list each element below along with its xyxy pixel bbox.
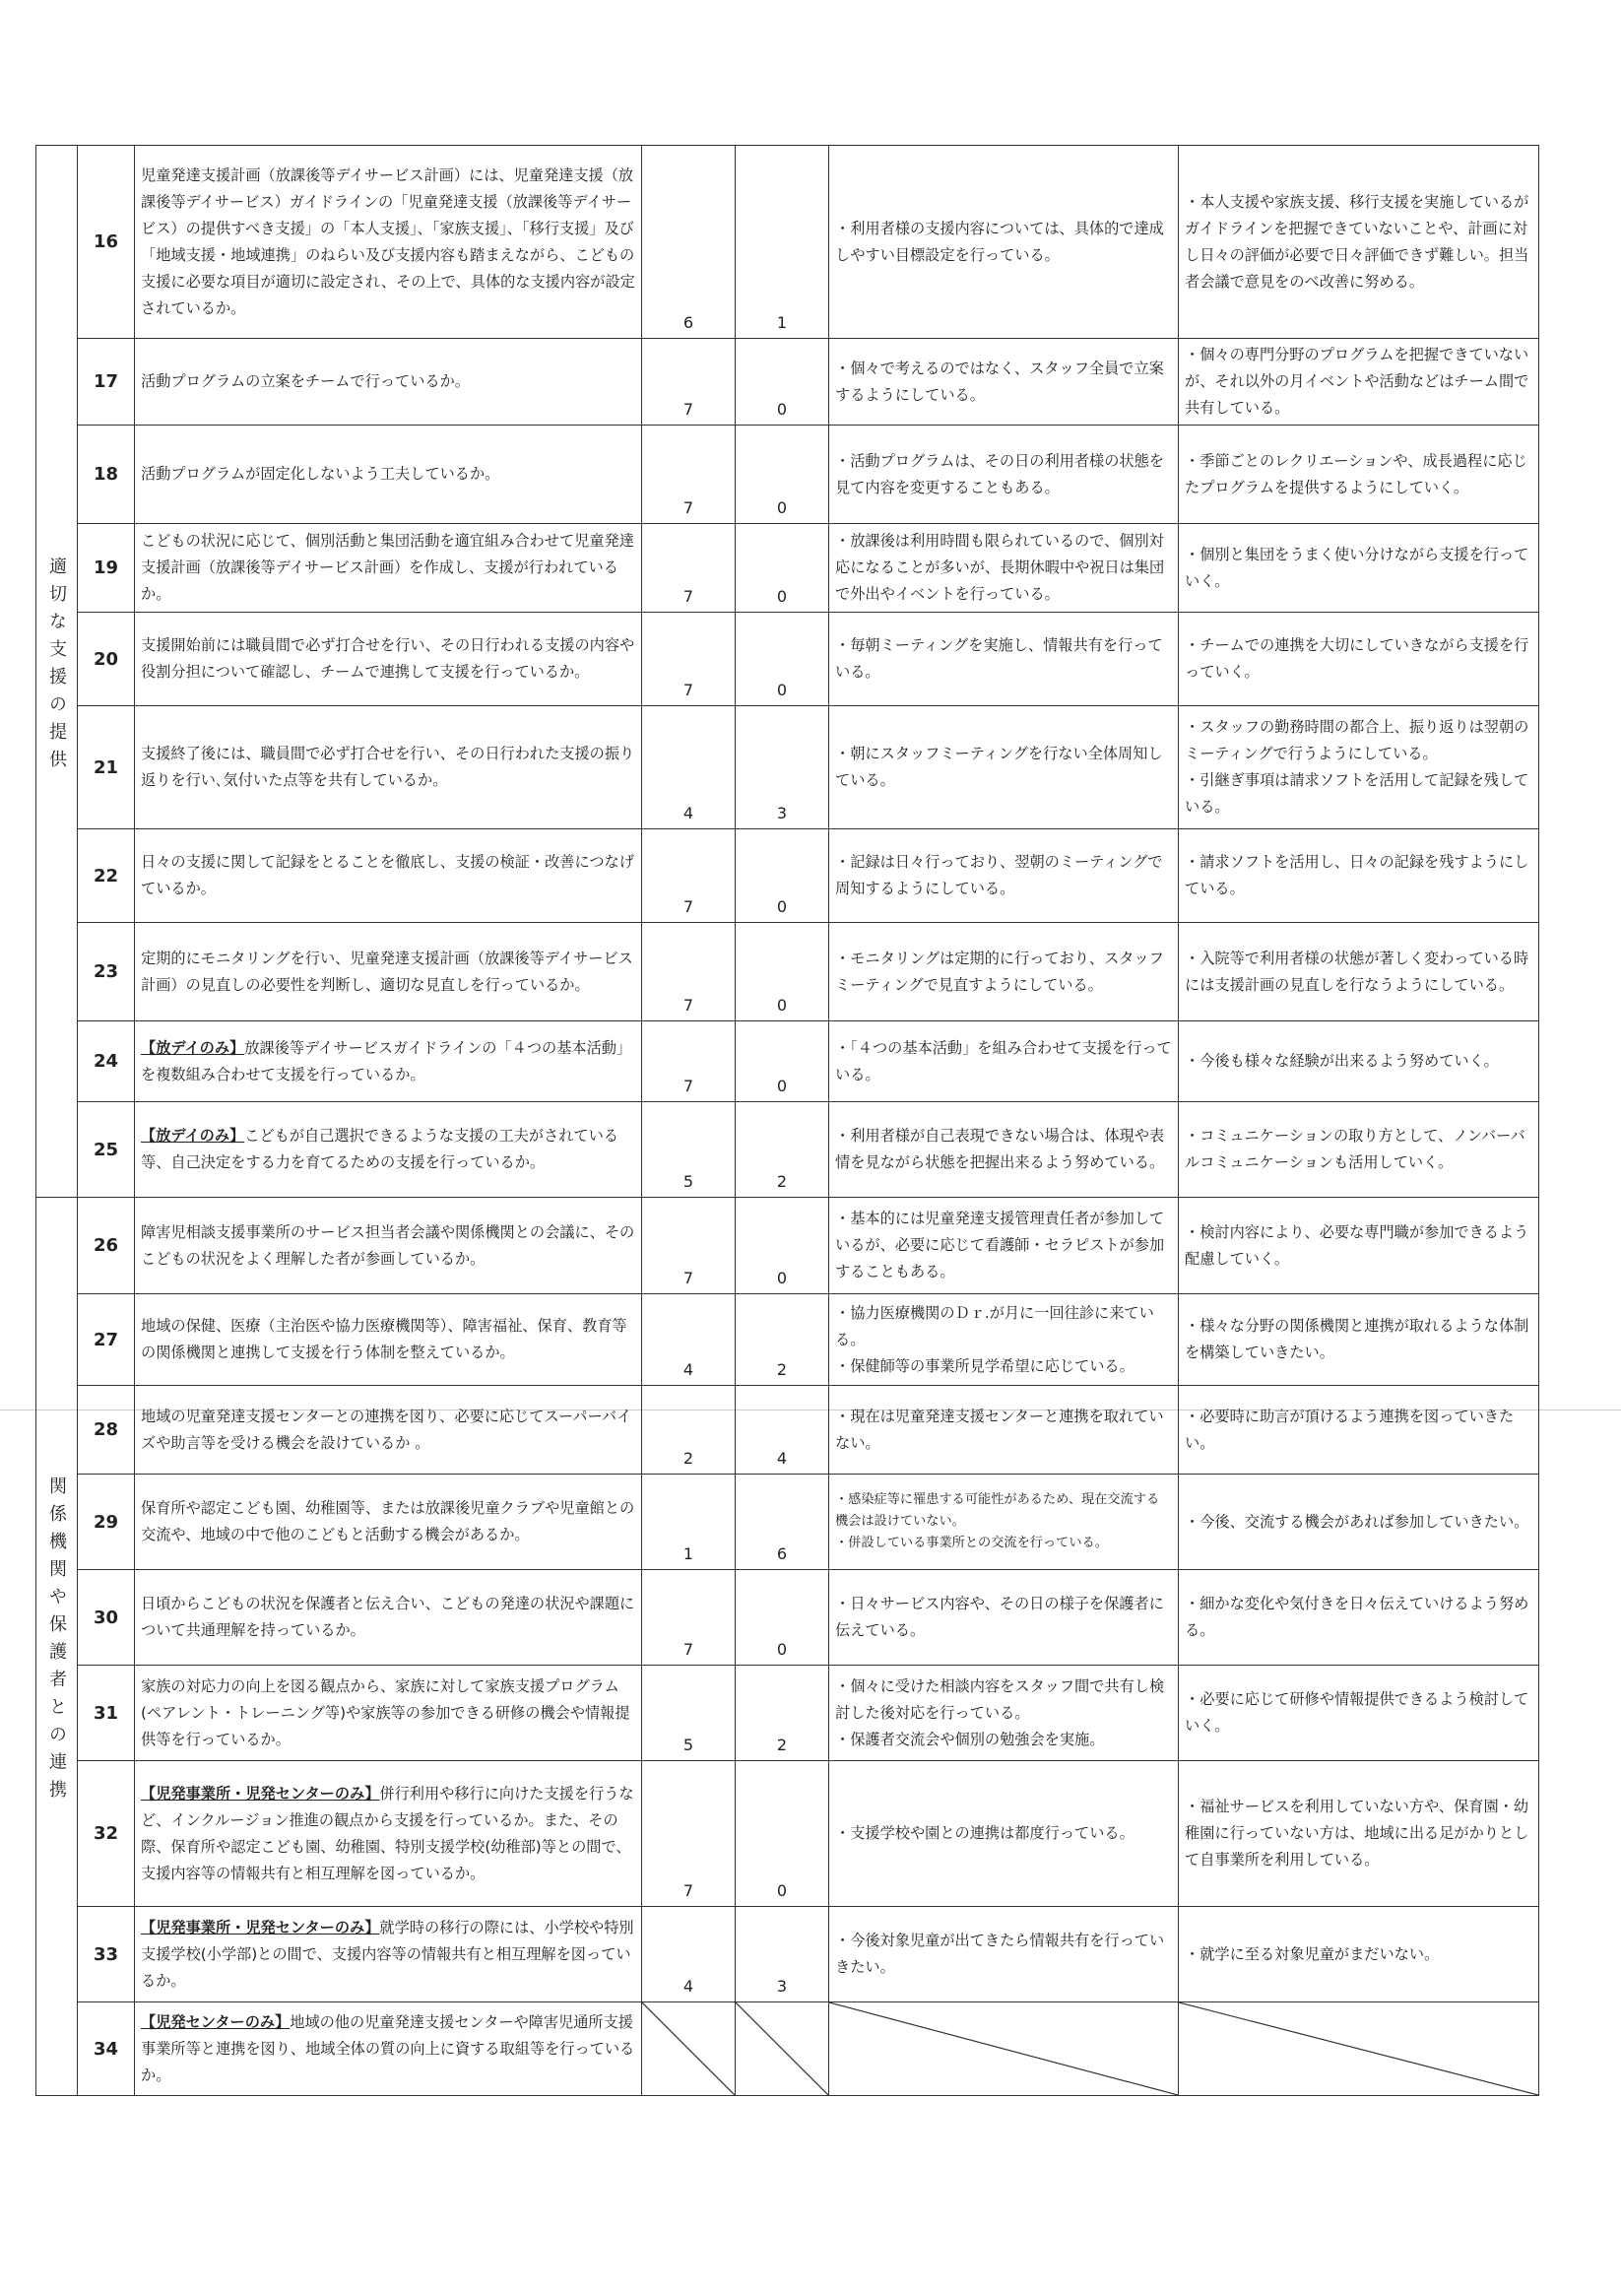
question-text: 活動プログラムが固定化しないよう工夫しているか。 [141,465,500,483]
table-row [36,1102,1539,1198]
no-count: 0 [736,1021,829,1102]
item-number: 27 [78,1294,135,1386]
effort-comment: ・利用者様の支援内容については、具体的で達成しやすい目標設定を行っている。 [829,146,1179,339]
improvement-comment: ・個別と集団をうまく使い分けながら支援を行っていく。 [1179,524,1539,613]
no-count [736,2002,829,2096]
improvement-comment: ・本人支援や家族支援、移行支援を実施しているがガイドラインを把握できていないことや、計画に対し日々の評価が必要で日々評価できず難しい。担当者会議で意見をのべ改善に努める。 [1179,146,1539,339]
table-row [36,923,1539,1021]
evaluation-sheet [35,145,1538,2096]
yes-count: 7 [642,339,736,426]
yes-count: 7 [642,923,736,1021]
table-row [36,426,1539,524]
effort-comment: ・個々で考えるのではなく、スタッフ全員で立案するようにしている。 [829,339,1179,426]
effort-comment: ・利用者様が自己表現できない場合は、体現や表情を見ながら状態を把握出来るよう努めている。 [829,1102,1179,1198]
improvement-comment: ・コミュニケーションの取り方として、ノンバーバルコミュニケーションも活用していく。 [1179,1102,1539,1198]
no-count: 2 [736,1294,829,1386]
effort-comment: ・モニタリングは定期的に行っており、スタッフミーティングで見直すようにしている。 [829,923,1179,1021]
yes-count: 6 [642,146,736,339]
category-appropriate-support [36,146,78,1198]
scope-tag: 【放デイのみ】 [141,1127,245,1145]
improvement-comment: ・スタッフの勤務時間の都合上、振り返りは翌朝のミーティングで行うようにしている。 ・引継ぎ事項は請求ソフトを活用して記録を残している。 [1179,706,1539,829]
question-cell [135,1198,642,1294]
question-cell [135,339,642,426]
yes-count: 7 [642,426,736,524]
question-text: 放課後等デイサービスガイドラインの「４つの基本活動」を複数組み合わせて支援を行っているか。 [141,1038,632,1083]
table-row [36,613,1539,706]
no-count: 2 [736,1102,829,1198]
no-count: 6 [736,1475,829,1570]
question-cell [135,706,642,829]
question-cell [135,1907,642,2002]
improvement-comment: ・就学に至る対象児童がまだいない。 [1179,1907,1539,2002]
effort-comment: ・支援学校や園との連携は都度行っている。 [829,1761,1179,1907]
table-row [36,1021,1539,1102]
no-count: 0 [736,1570,829,1666]
scope-tag: 【児発センターのみ】 [141,2012,291,2031]
improvement-comment: ・今後、交流する機会があれば参加していきたい。 [1179,1475,1539,1570]
item-number: 23 [78,923,135,1021]
effort-comment: ・日々サービス内容や、その日の様子を保護者に伝えている。 [829,1570,1179,1666]
no-count: 3 [736,706,829,829]
question-text: 定期的にモニタリングを行い、児童発達支援計画（放課後等デイサービス計画）の見直しの必要性を判断し、適切な見直しを行っているか。 [141,949,633,994]
yes-count [642,2002,736,2096]
improvement-comment: ・今後も様々な経験が出来るよう努めていく。 [1179,1021,1539,1102]
yes-count: 7 [642,1198,736,1294]
question-cell [135,1666,642,1761]
question-cell [135,524,642,613]
item-number: 17 [78,339,135,426]
improvement-comment [1179,2002,1539,2096]
table-row [36,1570,1539,1666]
question-cell [135,426,642,524]
effort-comment: ・個々に受けた相談内容をスタッフ間で共有し検討した後対応を行っている。 ・保護者交流会や個別の勉強会を実施。 [829,1666,1179,1761]
item-number: 30 [78,1570,135,1666]
question-cell [135,1021,642,1102]
item-number: 19 [78,524,135,613]
yes-count: 7 [642,1761,736,1907]
question-text: 地域の保健、医療（主治医や協力医療機関等）、障害福祉、保育、教育等の関係機関と連携して支援を行う体制を整えているか。 [141,1317,627,1361]
effort-comment: ・現在は児童発達支援センターと連携を取れていない。 [829,1386,1179,1475]
no-count: 0 [736,1761,829,1907]
improvement-comment: ・細かな変化や気付きを日々伝えていけるよう努める。 [1179,1570,1539,1666]
improvement-comment: ・個々の専門分野のプログラムを把握できていないが、それ以外の月イベントや活動などはチーム間で共有している。 [1179,339,1539,426]
item-number: 28 [78,1386,135,1475]
category-cooperation [36,1198,78,2096]
table-row [36,1294,1539,1386]
effort-comment: ・活動プログラムは、その日の利用者様の状態を見て内容を変更することもある。 [829,426,1179,524]
effort-comment: ・感染症等に罹患する可能性があるため、現在交流する機会は設けていない。 ・併設している事業所との交流を行っている。 [829,1475,1179,1570]
question-cell [135,923,642,1021]
question-cell [135,1386,642,1475]
question-cell [135,2002,642,2096]
question-text: 日々の支援に関して記録をとることを徹底し、支援の検証・改善につなげているか。 [141,853,634,897]
question-cell [135,1761,642,1907]
improvement-comment: ・必要に応じて研修や情報提供できるよう検討していく。 [1179,1666,1539,1761]
no-count: 1 [736,146,829,339]
item-number: 33 [78,1907,135,2002]
effort-comment: ・「４つの基本活動」を組み合わせて支援を行っている。 [829,1021,1179,1102]
effort-comment: ・記録は日々行っており、翌朝のミーティングで周知するようにしている。 [829,829,1179,923]
question-text: こどもが自己選択できるような支援の工夫がされている等、自己決定をする力を育てるための支援を行っているか。 [141,1127,618,1171]
table-row [36,829,1539,923]
question-cell [135,1570,642,1666]
question-text: こどもの状況に応じて、個別活動と集団活動を適宜組み合わせて児童発達支援計画（放課後等デイサービス計画）を作成し、支援が行われているか。 [141,532,634,603]
no-count: 2 [736,1666,829,1761]
yes-count: 5 [642,1102,736,1198]
question-text: 併行利用や移行に向けた支援を行うなど、インクルージョン推進の観点から支援を行っているか。また、その際、保育所や認定こども園、幼稚園、特別支援学校(幼稚部)等との間で、支援内容等の情報共有と相互理解を図っているか。 [141,1784,634,1882]
table-row [36,1475,1539,1570]
yes-count: 7 [642,829,736,923]
category-label: 関係機関や保護者との連携 [46,1476,67,1807]
no-count: 3 [736,1907,829,2002]
no-count: 0 [736,426,829,524]
table-row [36,1386,1539,1475]
item-number: 32 [78,1761,135,1907]
yes-count: 4 [642,1294,736,1386]
table-row [36,1907,1539,2002]
effort-comment [829,2002,1179,2096]
improvement-comment: ・チームでの連携を大切にしていきながら支援を行っていく。 [1179,613,1539,706]
question-text: 保育所や認定こども園、幼稚園等、または放課後児童クラブや児童館との交流や、地域の中で他のこどもと活動する機会があるか。 [141,1499,635,1543]
question-text: 就学時の移行の際には、小学校や特別支援学校(小学部)との間で、支援内容等の情報共有と相互理解を図っているか。 [141,1918,634,1990]
yes-count: 7 [642,524,736,613]
question-cell [135,829,642,923]
question-text: 活動プログラムの立案をチームで行っているか。 [141,372,470,390]
evaluation-table [35,145,1539,2096]
question-text: 家族の対応力の向上を図る観点から、家族に対して家族支援プログラム(ペアレント・トレーニング等)や家族等の参加できる研修の機会や情報提供等を行っているか。 [141,1676,630,1748]
table-row [36,339,1539,426]
question-text: 地域の他の児童発達支援センターや障害児通所支援事業所等と連携を図り、地域全体の質の向上に資する取組等を行っているか。 [141,2012,635,2084]
scope-tag: 【児発事業所・児発センターのみ】 [141,1918,380,1936]
table-row [36,1761,1539,1907]
question-cell [135,1102,642,1198]
question-cell [135,1475,642,1570]
no-count: 0 [736,923,829,1021]
effort-comment: ・協力医療機関のＤｒ.が月に一回往診に来ている。 ・保健師等の事業所見学希望に応じている。 [829,1294,1179,1386]
table-row [36,706,1539,829]
effort-comment: ・基本的には児童発達支援管理責任者が参加しているが、必要に応じて看護師・セラピストが参加することもある。 [829,1198,1179,1294]
improvement-comment: ・季節ごとのレクリエーションや、成長過程に応じたプログラムを提供するようにしていく。 [1179,426,1539,524]
scope-tag: 【児発事業所・児発センターのみ】 [141,1784,380,1803]
no-count: 0 [736,339,829,426]
table-row [36,146,1539,339]
item-number: 26 [78,1198,135,1294]
table-row [36,1666,1539,1761]
item-number: 22 [78,829,135,923]
improvement-comment: ・入院等で利用者様の状態が著しく変わっている時には支援計画の見直しを行なうようにしている。 [1179,923,1539,1021]
no-count: 0 [736,1198,829,1294]
question-cell [135,146,642,339]
item-number: 29 [78,1475,135,1570]
question-cell [135,613,642,706]
effort-comment: ・毎朝ミーティングを実施し、情報共有を行っている。 [829,613,1179,706]
yes-count: 5 [642,1666,736,1761]
item-number: 21 [78,706,135,829]
yes-count: 7 [642,1021,736,1102]
table-row [36,2002,1539,2096]
improvement-comment: ・福祉サービスを利用していない方や、保育園・幼稚園に行っていない方は、地域に出る足がかりとして自事業所を利用している。 [1179,1761,1539,1907]
yes-count: 2 [642,1386,736,1475]
effort-comment: ・今後対象児童が出てきたら情報共有を行っていきたい。 [829,1907,1179,2002]
improvement-comment: ・検討内容により、必要な専門職が参加できるよう配慮していく。 [1179,1198,1539,1294]
yes-count: 4 [642,1907,736,2002]
item-number: 25 [78,1102,135,1198]
item-number: 18 [78,426,135,524]
yes-count: 4 [642,706,736,829]
table-row [36,524,1539,613]
item-number: 24 [78,1021,135,1102]
item-number: 34 [78,2002,135,2096]
question-text: 児童発達支援計画（放課後等デイサービス計画）には、児童発達支援（放課後等デイサービス）ガイドラインの「児童発達支援（放課後等デイサービス）の提供すべき支援」の「本人支援」、「家族支援」、「移行支援」及び「地域支援・地域連携」のねらい及び支援内容も踏まえながら、こどもの支援に必要な項目が適切に設定され、その上で、具体的な支援内容が設定されているか。 [141,165,635,317]
no-count: 0 [736,829,829,923]
no-count: 0 [736,613,829,706]
effort-comment: ・朝にスタッフミーティングを行ない全体周知している。 [829,706,1179,829]
scope-tag: 【放デイのみ】 [141,1038,245,1057]
question-text: 支援終了後には、職員間で必ず打合せを行い、その日行われた支援の振り返りを行い､気付いた点等を共有しているか。 [141,745,635,789]
yes-count: 7 [642,613,736,706]
question-text: 支援開始前には職員間で必ず打合せを行い、その日行われる支援の内容や役割分担について確認し、チームで連携して支援を行っているか。 [141,636,635,681]
item-number: 20 [78,613,135,706]
effort-comment: ・放課後は利用時間も限られているので、個別対応になることが多いが、長期休暇中や祝日は集団で外出やイベントを行っている。 [829,524,1179,613]
table-row [36,1198,1539,1294]
question-cell [135,1294,642,1386]
no-count: 4 [736,1386,829,1475]
question-text: 障害児相談支援事業所のサービス担当者会議や関係機関との会議に、そのこどもの状況をよく理解した者が参画しているか。 [141,1222,635,1268]
item-number: 16 [78,146,135,339]
question-text: 日頃からこどもの状況を保護者と伝え合い、こどもの発達の状況や課題について共通理解を持っているか。 [141,1595,635,1639]
item-number: 31 [78,1666,135,1761]
question-text: 地域の児童発達支援センターとの連携を図り、必要に応じてスーパーバイズや助言等を受ける機会を設けているか 。 [141,1407,632,1452]
yes-count: 1 [642,1475,736,1570]
improvement-comment: ・請求ソフトを活用し、日々の記録を残すようにしている。 [1179,829,1539,923]
improvement-comment: ・必要時に助言が頂けるよう連携を図っていきたい。 [1179,1386,1539,1475]
yes-count: 7 [642,1570,736,1666]
improvement-comment: ・様々な分野の関係機関と連携が取れるような体制を構築していきたい。 [1179,1294,1539,1386]
no-count: 0 [736,524,829,613]
category-label: 適切な支援の提供 [46,557,67,777]
